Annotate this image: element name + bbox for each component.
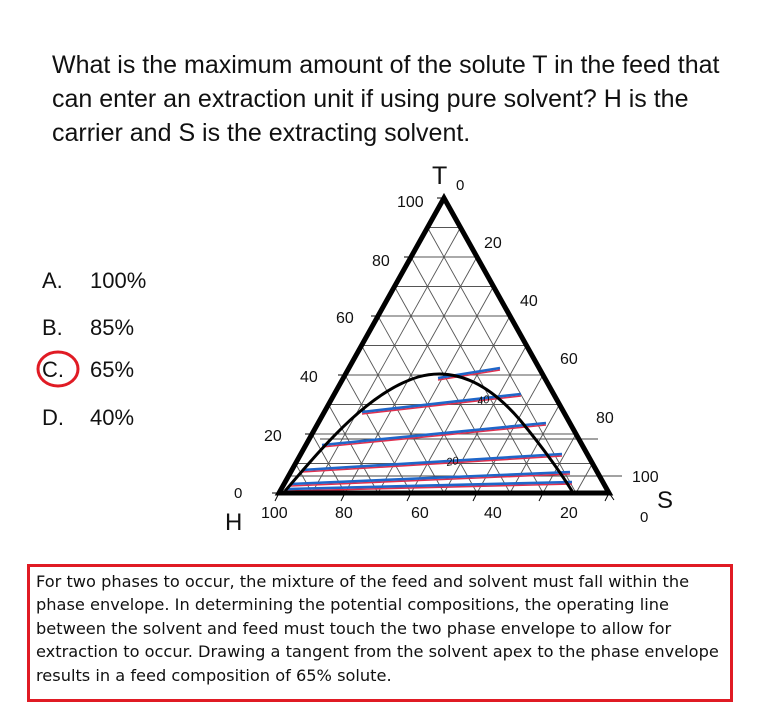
bottom-tick-20: 20: [560, 505, 578, 522]
right-tick-40: 40: [520, 293, 538, 310]
choice-c-text: 65%: [90, 357, 135, 382]
apex-h-zero: 0: [234, 485, 243, 502]
left-tick-20: 20: [264, 428, 282, 445]
grid-line-h: [362, 346, 445, 494]
right-tick-20: 20: [484, 235, 502, 252]
right-tick-100: 100: [632, 469, 659, 486]
axis-tick-marks: [272, 198, 614, 501]
explanation-box: For two phases to occur, the mixture of the feed and solvent must fall within the phase envelope. In determining the potential compositions, the operating line between the solvent and feed must touch the two phase envelope to allow for extraction to occur. Drawing a tangent from the solvent apex to the phase envelope results in a feed composition of 65% solute.: [27, 564, 733, 702]
apex-t-label: T: [432, 162, 448, 190]
right-tick-80: 80: [596, 410, 614, 427]
apex-s-label: S: [657, 487, 674, 514]
handwritten-label-20: 20: [445, 455, 460, 469]
apex-t-zero: 0: [456, 177, 465, 194]
handwritten-label-40: 40: [476, 393, 491, 408]
left-tick-80: 80: [372, 253, 390, 270]
choice-a-letter: A.: [42, 268, 63, 293]
choice-c-letter: C.: [42, 357, 64, 382]
grid-line-s: [444, 346, 527, 494]
apex-s-zero: 0: [640, 509, 649, 526]
bottom-tick-100: 100: [261, 505, 288, 522]
apex-h-label: H: [225, 509, 243, 536]
grid-line-h: [428, 228, 577, 494]
right-tick-60: 60: [560, 351, 578, 368]
left-tick-40: 40: [300, 369, 318, 386]
choice-a-text: 100%: [90, 268, 147, 293]
question-text: What is the maximum amount of the solute T in the feed that can enter an extraction unit if using pure solvent? H is the carrier and S is the extracting solvent.: [52, 51, 720, 147]
bottom-tick-60: 60: [411, 505, 429, 522]
bottom-tick-40: 40: [484, 505, 502, 522]
left-tick-100: 100: [397, 194, 424, 211]
tie-line-red: [322, 425, 546, 447]
tie-line-blue: [302, 454, 562, 470]
choice-b-letter: B.: [42, 315, 63, 340]
grid-line-s: [576, 464, 593, 494]
choice-d-letter: D.: [42, 405, 64, 430]
left-tick-60: 60: [336, 310, 354, 327]
choice-d-text: 40%: [90, 405, 135, 430]
bottom-tick-80: 80: [335, 505, 353, 522]
answer-circle: [38, 352, 78, 386]
choice-b-text: 85%: [90, 315, 135, 340]
